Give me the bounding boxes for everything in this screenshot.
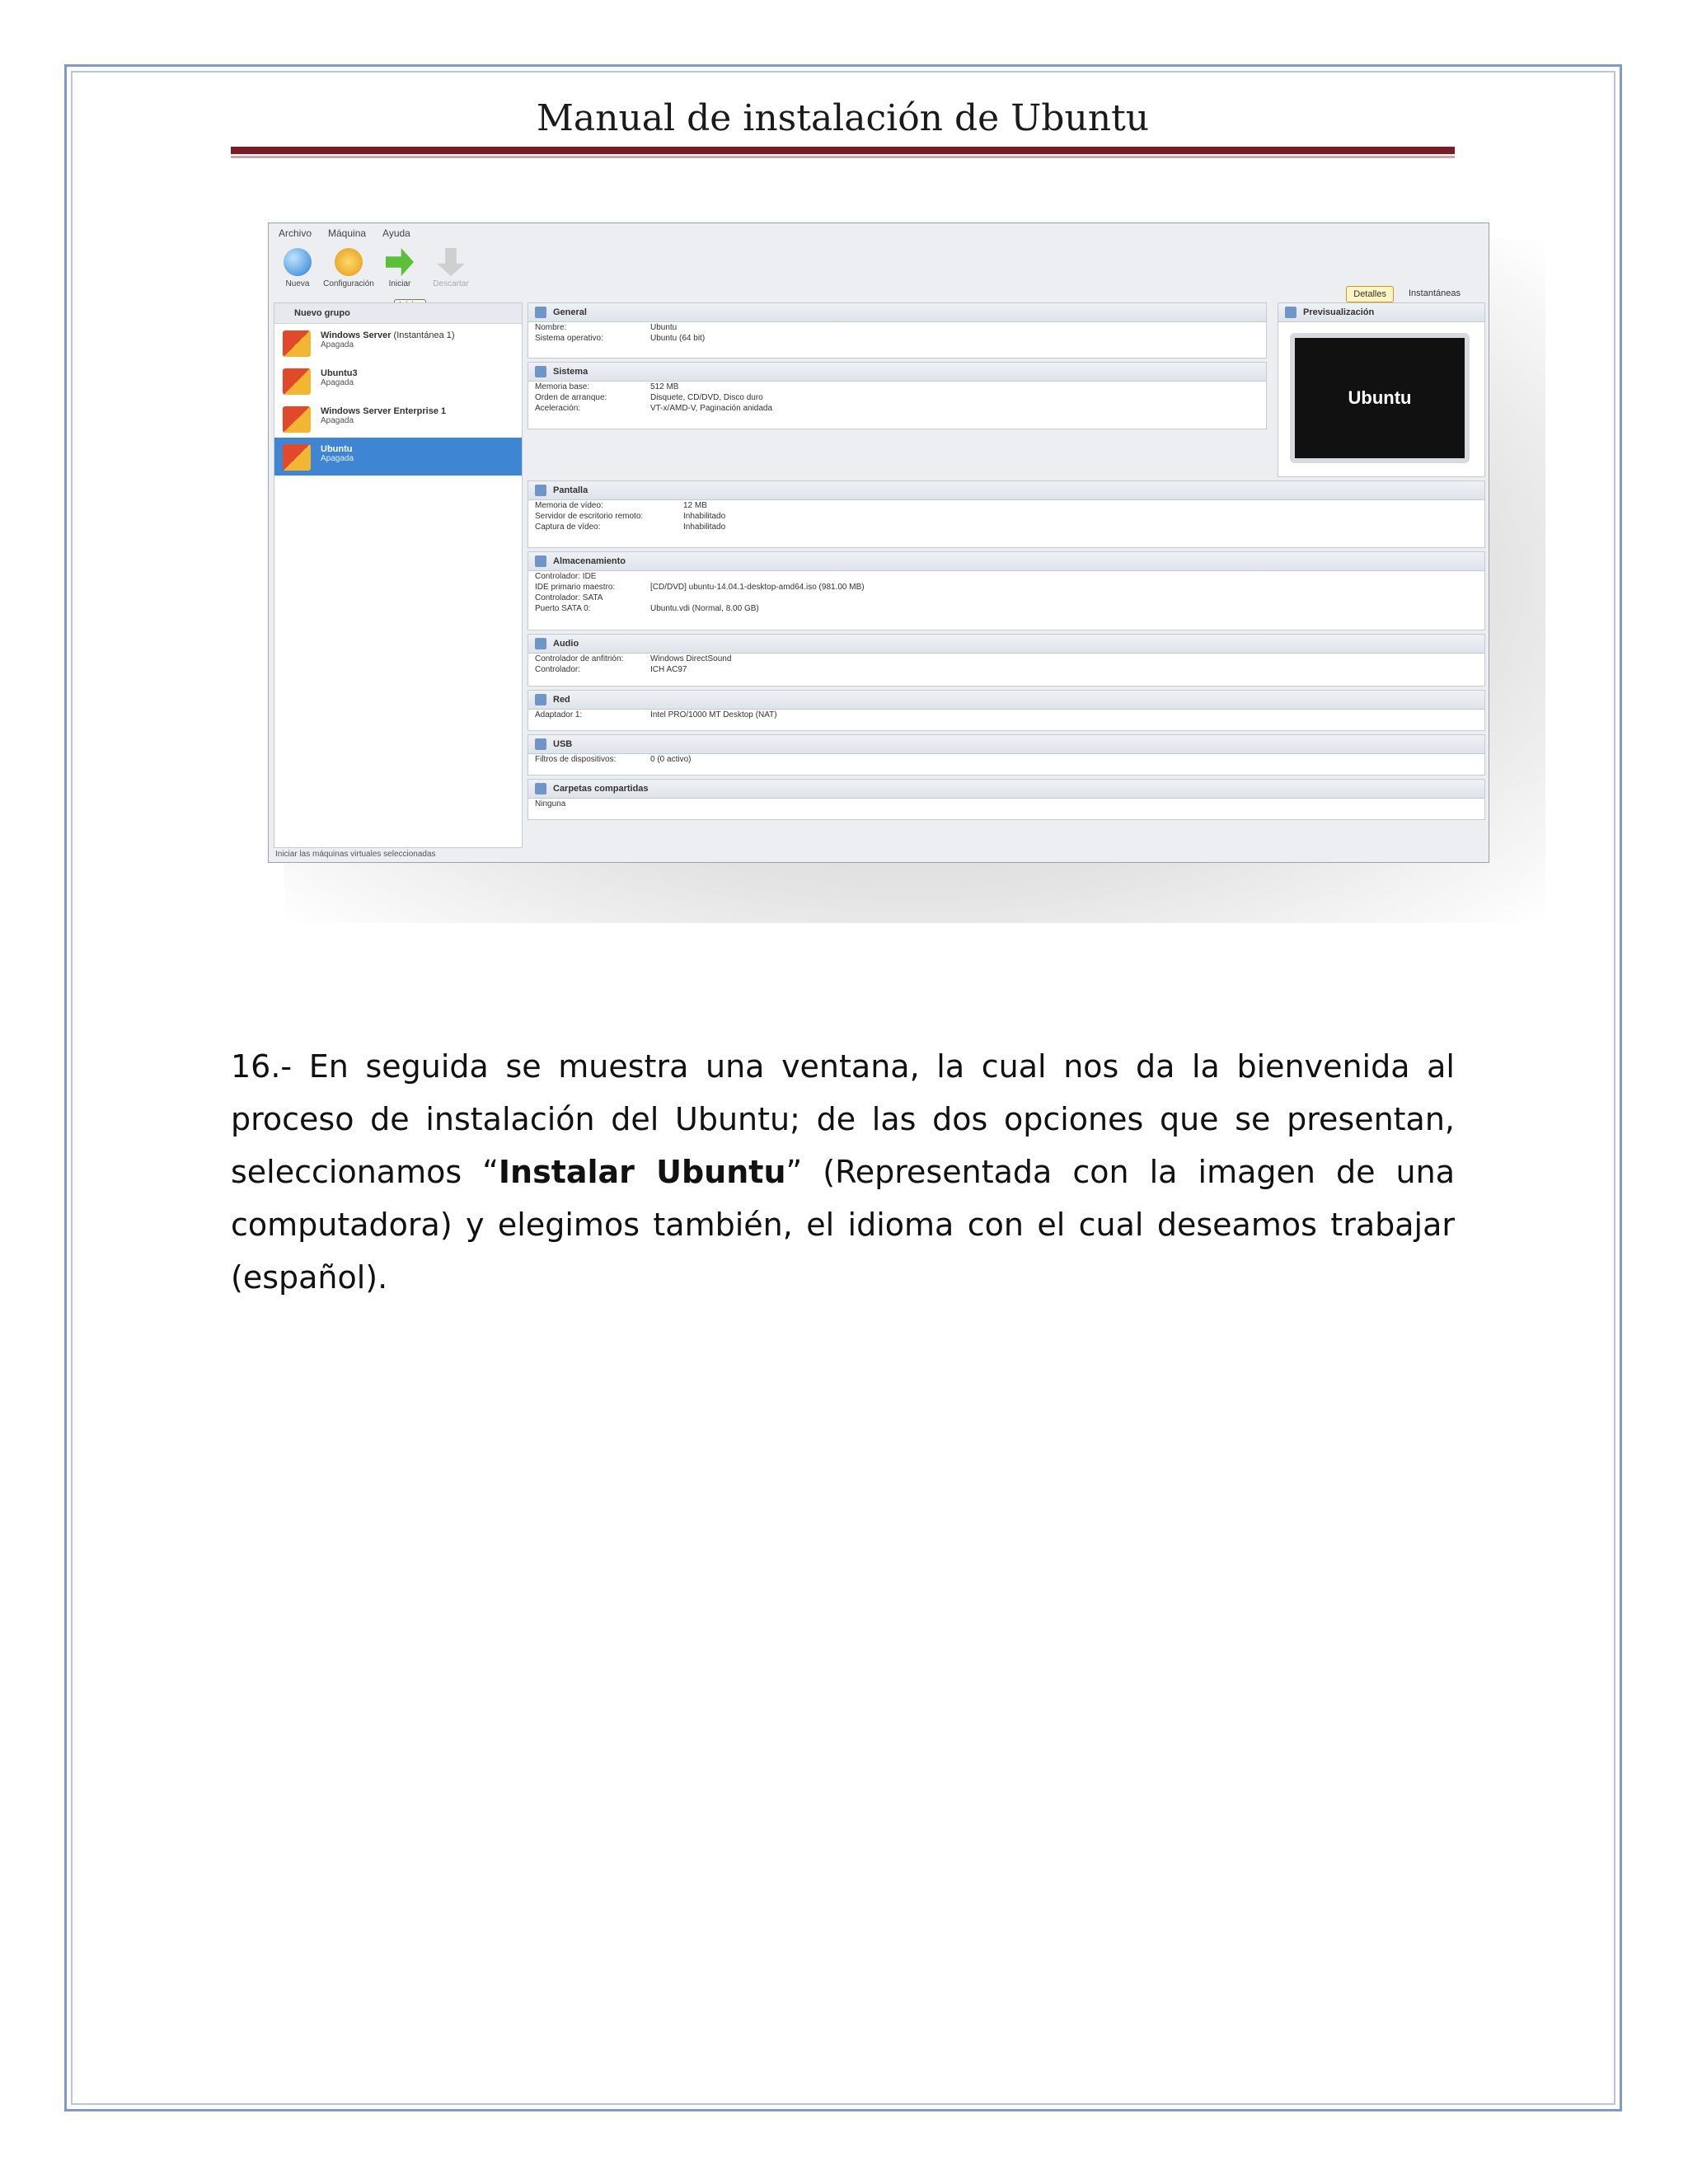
os-logo-icon	[283, 330, 311, 357]
os-logo-icon	[283, 406, 311, 433]
vm-item[interactable]: Ubuntu3 Apagada	[274, 362, 522, 400]
status-bar: Iniciar las máquinas virtuales seleccionadas	[275, 850, 436, 859]
section-sistema: Sistema Memoria base: 512 MB Orden de arranque: Disquete, CD/DVD, Disco duro Aceleración: VT-x/AMD-V, Paginación anidada	[528, 362, 1267, 429]
menu-ayuda[interactable]: Ayuda	[382, 227, 410, 239]
network-icon	[535, 694, 546, 705]
section-almacenamiento: Almacenamiento Controlador: IDE IDE primario maestro: [CD/DVD] ubuntu-14.04.1-desktop-amd64.iso (981.00 MB) Controlador: SATA Puerto SATA 0: Ubuntu.vdi (Normal, 8.00 GB)	[528, 551, 1485, 630]
section-audio: Audio Controlador de anfitrión: Windows DirectSound Controlador: ICH AC97	[528, 634, 1485, 687]
details-view-button[interactable]: Detalles	[1346, 286, 1394, 302]
instruction-paragraph: 16.- En seguida se muestra una ventana, la cual nos da la bienvenida al proceso de instalación del Ubuntu; de las dos opciones que se presentan, seleccionamos “Instalar Ubuntu” (Representada con la imagen de una computadora) y elegimos también, el idioma con el cual deseamos trabajar (español).	[231, 1048, 1456, 1296]
header-rule	[231, 147, 1455, 154]
folder-icon	[535, 783, 546, 794]
option-name: Instalar Ubuntu	[498, 1154, 786, 1190]
info-icon	[535, 307, 546, 318]
os-logo-icon	[283, 368, 311, 395]
menu-archivo[interactable]: Archivo	[279, 227, 312, 239]
start-button[interactable]: Iniciar	[371, 245, 429, 288]
menu-maquina[interactable]: Máquina	[328, 227, 367, 239]
new-icon	[284, 248, 312, 276]
details-pane	[528, 302, 1484, 846]
settings-button[interactable]: Configuración	[320, 245, 377, 288]
storage-icon	[535, 555, 546, 567]
vm-item[interactable]: Windows Server (Instantánea 1) Apagada	[274, 324, 522, 362]
toolbar	[269, 245, 1489, 299]
section-carpetas: Carpetas compartidas Ninguna	[528, 779, 1485, 820]
chip-icon	[535, 366, 546, 377]
vm-list	[274, 302, 523, 848]
new-button[interactable]: Nueva	[269, 245, 326, 288]
menubar	[269, 223, 1489, 243]
display-icon	[535, 485, 546, 496]
discard-button[interactable]: Descartar	[422, 245, 480, 288]
group-header[interactable]: Nuevo grupo	[274, 303, 522, 324]
os-logo-icon	[283, 444, 311, 471]
section-general: General Nombre: Ubuntu Sistema operativo: Ubuntu (64 bit)	[528, 302, 1267, 359]
view-toggle	[1346, 286, 1464, 302]
preview-panel: Previsualización Ubuntu	[1278, 302, 1485, 477]
preview-screen: Ubuntu	[1290, 333, 1470, 463]
document-header-title: Manual de instalación de Ubuntu	[536, 97, 1150, 139]
usb-icon	[535, 738, 546, 750]
vm-item-selected[interactable]: Ubuntu Apagada	[274, 438, 522, 476]
virtualbox-screenshot	[268, 223, 1489, 863]
section-usb: USB Filtros de dispositivos: 0 (0 activo)	[528, 734, 1485, 776]
monitor-icon	[1285, 307, 1296, 318]
section-red: Red Adaptador 1: Intel PRO/1000 MT Desktop (NAT)	[528, 690, 1485, 731]
section-pantalla: Pantalla Memoria de vídeo: 12 MB Servidor de escritorio remoto: Inhabilitado Captura de vídeo: Inhabilitado	[528, 480, 1485, 548]
gear-icon	[335, 248, 363, 276]
vm-item[interactable]: Windows Server Enterprise 1 Apagada	[274, 400, 522, 438]
speaker-icon	[535, 638, 546, 649]
start-arrow-icon	[386, 248, 414, 276]
header-rule-thin	[231, 156, 1455, 158]
discard-arrow-icon	[437, 248, 465, 276]
snapshots-view-button[interactable]: Instantáneas	[1409, 288, 1461, 298]
